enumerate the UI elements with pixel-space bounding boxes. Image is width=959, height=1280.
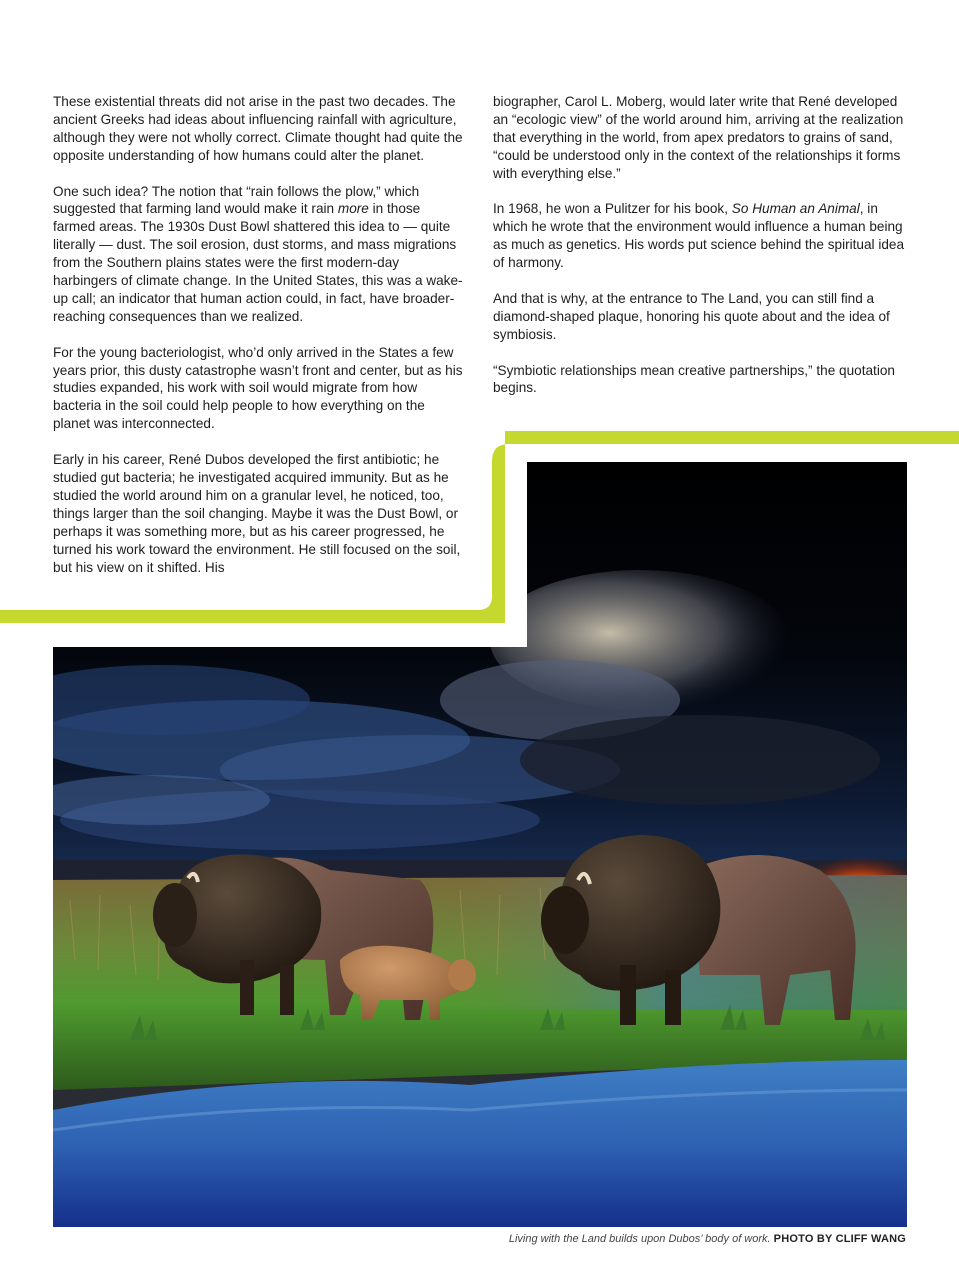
right-column-paragraph: In 1968, he won a Pulitzer for his book, So Human an Animal, in which he wrote that the environment would influence a human being as much as genetics. His words put science behind the spiritual idea of harmony. bbox=[493, 201, 905, 271]
caption-text: Living with the Land builds upon Dubos’ body of work. bbox=[508, 1233, 771, 1245]
left-column-paragraph: Early in his career, René Dubos developed the first antibiotic; he studied gut bacteria; he investigated acquired immunity. But as he studied the world around him on a granular level, he noticed, too, things larger than the soil changing. Maybe it was the Dust Bowl, or perhaps it was something more, but as his career progressed, he turned his work toward the environment. He still focused on the soil, but his view on it shifted. His bbox=[53, 452, 461, 575]
left-column-paragraph: These existential threats did not arise in the past two decades. The ancient Greeks had ideas about influencing rainfall with agriculture, although they were not wholly correct. Climate thought had quite the opposite understanding of how humans could alter the planet. bbox=[53, 94, 463, 163]
right-column-paragraph: “Symbiotic relationships mean creative partnerships,” the quotation begins. bbox=[493, 362, 895, 396]
emphasis-text: So Human an Animal bbox=[731, 201, 860, 217]
right-column-paragraph: And that is why, at the entrance to The Land, you can still find a diamond-shaped plaque, honoring his quote about and the idea of symbiosis. bbox=[493, 290, 890, 342]
left-column-paragraph: For the young bacteriologist, who’d only arrived in the States a few years prior, this dusty catastrophe wasn’t front and center, but as his studies expanded, his work with soil would migrate from how bacteria in the soil could help people to how everything on the planet was interconnected. bbox=[53, 344, 463, 432]
photo-credit: PHOTO BY CLIFF WANG bbox=[773, 1233, 906, 1245]
photo-caption bbox=[509, 1233, 906, 1245]
left-column-paragraph: One such idea? The notion that “rain follows the plow,” which suggested that farming land would make it rain more in those farmed areas. The 1930s Dust Bowl shattered this idea to — quite literally — dust. The soil erosion, dust storms, and mass migrations from the Southern plains states were the first modern-day harbingers of climate change. In the United States, this was a wake-up call; an indicator that human action could, in fact, have broader-reaching consequences than we realized. bbox=[53, 183, 463, 324]
emphasis-text: more bbox=[337, 201, 369, 217]
right-column-paragraph: biographer, Carol L. Moberg, would later write that René developed an “ecologic view” of the world around him, arriving at the realization that everything in the world, from apex predators to grains of sand, “could be understood only in the context of the relationships it forms with everything else.” bbox=[493, 94, 904, 181]
